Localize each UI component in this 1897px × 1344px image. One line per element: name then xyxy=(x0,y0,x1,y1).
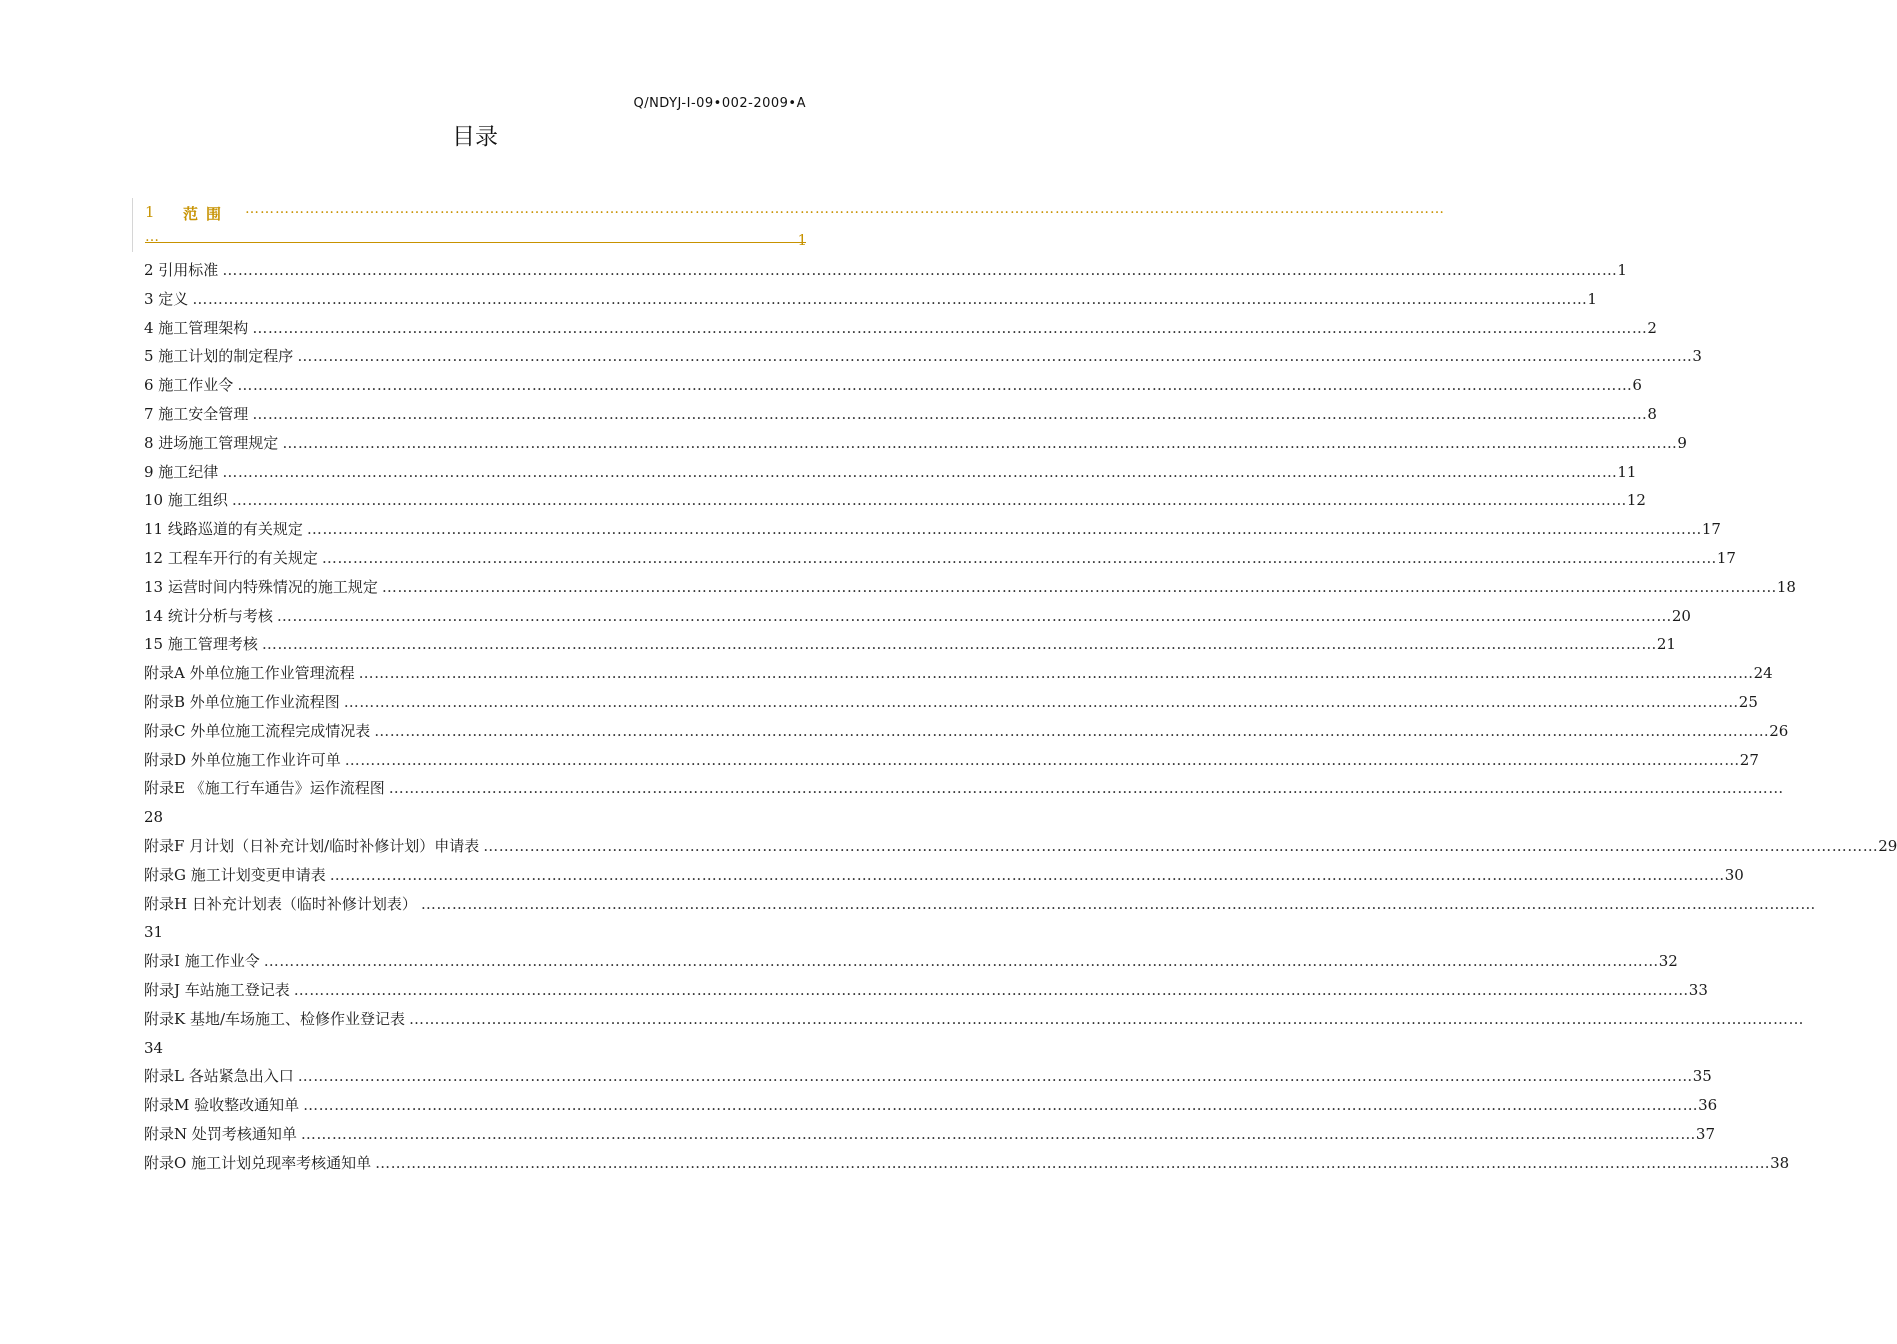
toc-page-number: 12 xyxy=(1626,491,1646,510)
toc-entry[interactable] xyxy=(144,515,1721,544)
toc-entry[interactable] xyxy=(144,544,1736,573)
toc-page-number: 8 xyxy=(1647,404,1657,423)
toc-page-number: 24 xyxy=(1753,664,1773,683)
toc-entry-title: 5 施工计划的制定程序 xyxy=(144,347,294,366)
toc-page-number: 38 xyxy=(1770,1153,1790,1172)
toc-entry[interactable] xyxy=(144,688,1758,717)
table-of-contents xyxy=(144,256,1897,1178)
toc-entry-title: 2 引用标准 xyxy=(144,261,219,279)
toc-entry[interactable] xyxy=(144,1005,1805,1034)
toc-leader-dots: ……………………………………………………………………………………………………………………………………………………………………………………………………………………………………………… xyxy=(231,491,1627,510)
toc-page-number: 33 xyxy=(1688,980,1708,999)
toc-entry-title: 14 统计分析与考核 xyxy=(144,606,273,625)
toc-entry-title: 4 施工管理架构 xyxy=(144,318,249,337)
toc-leader-dots: ……………………………………………………………………………………………………………………………………………………………………………………………………………………………………………… xyxy=(222,462,1618,481)
toc-page-number: 27 xyxy=(1739,750,1759,769)
toc-entry[interactable] xyxy=(144,717,1789,746)
toc-entry-title: 7 施工安全管理 xyxy=(144,404,249,423)
toc-entry[interactable] xyxy=(144,861,1744,890)
toc-leader-dots: ……………………………………………………………………………………………………………………………………………………………………………………………………………………………………………… xyxy=(300,1124,1696,1143)
toc-entry[interactable] xyxy=(144,285,1597,314)
toc-page-number: 32 xyxy=(1658,952,1678,971)
toc-page-number: 17 xyxy=(1701,520,1721,539)
toc-leader-dots: ……………………………………………………………………………………………………………………………………………………………………………………………………………………………………………… xyxy=(252,404,1648,423)
toc-leader-dots: ……………………………………………………………………………………………………………………………………………………………………………………………………………………………………………… xyxy=(252,318,1648,337)
toc-entry-title: 附录J 车站施工登记表 xyxy=(144,980,290,999)
toc-leader-dots: ……………………………………………………………………………………………………………………………………………………………………………………………………………………………………………… xyxy=(303,1096,1699,1115)
toc-page-number: 26 xyxy=(1769,721,1789,740)
toc-entry-title: 附录E 《施工行车通告》运作流程图 xyxy=(144,779,385,798)
toc-page-number: 28 xyxy=(144,808,164,827)
toc-leader-dots: ……………………………………………………………………………………………………………………………………………………………………………………………………………………………………………… xyxy=(381,577,1777,596)
toc-page-number: 21 xyxy=(1656,635,1676,654)
toc-entry-title: 附录F 月计划（日补充计划/临时补修计划）申请表 xyxy=(144,836,480,855)
toc-entry[interactable] xyxy=(144,573,1796,602)
toc-entry-title: 13 运营时间内特殊情况的施工规定 xyxy=(144,577,378,596)
toc-entry-title: 9 施工纪律 xyxy=(144,462,219,481)
toc-entry[interactable] xyxy=(144,458,1637,487)
toc-entry-title: 附录O 施工计划兑现率考核通知单 xyxy=(144,1153,372,1172)
toc-page-number: 3 xyxy=(1692,347,1702,366)
toc-leader-dots: ……………………………………………………………………………………………………………………………………………………………………………………………………………………………………………… xyxy=(409,1009,1805,1028)
toc-leader-dots: ……………………………………………………………………………………………………………………………………………………………………………………………………………………………………………… xyxy=(261,635,1657,654)
page-title: 目录 xyxy=(452,124,498,150)
toc-entry-link[interactable] xyxy=(132,198,1445,252)
toc-page-number: 36 xyxy=(1698,1096,1718,1115)
toc-page-number: 6 xyxy=(1632,376,1642,395)
toc-page-number: 17 xyxy=(1716,548,1736,567)
toc-leader-dots: …………………………………………………………………………………………………………………………………………………………………………………………………………………… xyxy=(245,201,1445,217)
toc-entry-title: 10 施工组织 xyxy=(144,491,228,510)
toc-page-number: 31 xyxy=(144,923,164,942)
link-underline xyxy=(145,242,806,243)
toc-entry-title: 8 进场施工管理规定 xyxy=(144,433,279,452)
toc-entry-title: 附录L 各站紧急出入口 xyxy=(144,1067,294,1086)
toc-entry[interactable] xyxy=(144,659,1773,688)
toc-entry-title: 附录N 处罚考核通知单 xyxy=(144,1124,297,1143)
toc-leader-dots: ……………………………………………………………………………………………………………………………………………………………………………………………………………………………………………… xyxy=(343,692,1739,711)
toc-page-number: 30 xyxy=(1724,865,1744,884)
toc-entry[interactable] xyxy=(144,1091,1718,1120)
toc-page-number: 37 xyxy=(1695,1124,1715,1143)
toc-leader-dots: ……………………………………………………………………………………………………………………………………………………………………………………………………………………………………………… xyxy=(388,779,1784,798)
toc-entry-title: 6 施工作业令 xyxy=(144,376,234,395)
toc-entry-title: 附录M 验收整改通知单 xyxy=(144,1096,300,1115)
toc-entry-title: 附录B 外单位施工作业流程图 xyxy=(144,692,340,711)
toc-entry-title: 15 施工管理考核 xyxy=(144,635,258,654)
toc-entry-title: 附录I 施工作业令 xyxy=(144,952,260,971)
toc-leader-dots: ……………………………………………………………………………………………………………………………………………………………………………………………………………………………………………… xyxy=(192,289,1588,308)
toc-entry[interactable] xyxy=(144,1149,1790,1178)
toc-entry-title: 附录A 外单位施工作业管理流程 xyxy=(144,664,355,683)
toc-leader-dots: ……………………………………………………………………………………………………………………………………………………………………………………………………………………………………………… xyxy=(375,1153,1771,1172)
toc-entry[interactable] xyxy=(144,1120,1715,1149)
toc-entry-number: 1 xyxy=(145,203,155,221)
toc-leader-dots: ……………………………………………………………………………………………………………………………………………………………………………………………………………………………………………… xyxy=(374,721,1770,740)
toc-entry[interactable] xyxy=(144,256,1627,285)
toc-entry[interactable] xyxy=(144,746,1759,775)
toc-entry-title: 附录D 外单位施工作业许可单 xyxy=(144,750,341,769)
toc-leader-dots: ……………………………………………………………………………………………………………………………………………………………………………………………………………………………………………… xyxy=(263,952,1659,971)
toc-leader-dots: ……………………………………………………………………………………………………………………………………………………………………………………………………………………………………………… xyxy=(344,750,1740,769)
toc-entry[interactable] xyxy=(144,630,1676,659)
toc-page-number-line xyxy=(144,918,804,947)
toc-page-number: 9 xyxy=(1677,433,1687,452)
toc-page-number: 34 xyxy=(144,1038,164,1057)
toc-entry-title: 12 工程车开行的有关规定 xyxy=(144,548,318,567)
toc-entry[interactable] xyxy=(144,314,1657,343)
toc-page-number: 18 xyxy=(1776,577,1796,596)
toc-page-number: 35 xyxy=(1692,1067,1712,1086)
toc-entry-title: 11 线路巡道的有关规定 xyxy=(144,520,303,539)
toc-page-number: 25 xyxy=(1738,692,1758,711)
toc-leader-dots: ……………………………………………………………………………………………………………………………………………………………………………………………………………………………………………… xyxy=(329,865,1725,884)
toc-leader-dots: ……………………………………………………………………………………………………………………………………………………………………………………………………………………………………………… xyxy=(483,836,1879,855)
toc-entry[interactable] xyxy=(144,1062,1712,1091)
toc-leader-dots: ……………………………………………………………………………………………………………………………………………………………………………………………………………………………………………… xyxy=(237,376,1633,395)
toc-entry-title: 附录C 外单位施工流程完成情况表 xyxy=(144,721,371,740)
toc-entry[interactable] xyxy=(144,947,1678,976)
toc-leader-dots: ……………………………………………………………………………………………………………………………………………………………………………………………………………………………………………… xyxy=(282,433,1678,452)
toc-entry[interactable] xyxy=(144,832,1897,861)
toc-leader-dots: ……………………………………………………………………………………………………………………………………………………………………………………………………………………………………………… xyxy=(297,1067,1693,1086)
toc-leader-dots: ……………………………………………………………………………………………………………………………………………………………………………………………………………………………………………… xyxy=(297,347,1693,366)
toc-entry[interactable] xyxy=(144,371,1642,400)
toc-page-number: 20 xyxy=(1671,606,1691,625)
toc-leader-dots: ……………………………………………………………………………………………………………………………………………………………………………………………………………………………………………… xyxy=(222,261,1618,279)
toc-entry[interactable] xyxy=(144,774,1784,803)
toc-leader-dots: ……………………………………………………………………………………………………………………………………………………………………………………………………………………………………………… xyxy=(293,980,1689,999)
toc-leader-dots: ……………………………………………………………………………………………………………………………………………………………………………………………………………………………………………… xyxy=(420,894,1816,913)
toc-entry[interactable] xyxy=(144,342,1702,371)
toc-page-number: 1 xyxy=(1617,261,1627,279)
toc-page-number: 1 xyxy=(797,231,807,249)
toc-entry[interactable] xyxy=(144,976,1708,1005)
toc-leader-dots: ……………………………………………………………………………………………………………………………………………………………………………………………………………………………………………… xyxy=(306,520,1702,539)
toc-entry-title: 附录G 施工计划变更申请表 xyxy=(144,865,326,884)
toc-page-number-line xyxy=(144,803,804,832)
toc-leader-dots: ……………………………………………………………………………………………………………………………………………………………………………………………………………………………………………… xyxy=(321,548,1717,567)
toc-page-number-line xyxy=(144,1034,804,1063)
document-code: Q/NDYJ-Ⅰ-09•002-2009•A xyxy=(633,96,806,111)
toc-entry[interactable] xyxy=(144,400,1657,429)
toc-entry-title: 附录K 基地/车场施工、检修作业登记表 xyxy=(144,1009,406,1028)
toc-entry[interactable] xyxy=(144,429,1687,458)
toc-entry-title: 附录H 日补充计划表（临时补修计划表） xyxy=(144,894,417,913)
toc-page-number: 11 xyxy=(1617,462,1637,481)
toc-page-number: 2 xyxy=(1647,318,1657,337)
toc-leader-dots: … xyxy=(145,229,159,245)
toc-entry-title: 3 定义 xyxy=(144,289,189,308)
toc-entry[interactable] xyxy=(144,890,1816,919)
toc-leader-dots: ……………………………………………………………………………………………………………………………………………………………………………………………………………………………………………… xyxy=(276,606,1672,625)
toc-leader-dots: ……………………………………………………………………………………………………………………………………………………………………………………………………………………………………………… xyxy=(358,664,1754,683)
toc-page-number: 29 xyxy=(1878,836,1897,855)
toc-entry[interactable] xyxy=(144,486,1646,515)
toc-entry[interactable] xyxy=(144,602,1691,631)
toc-page-number: 1 xyxy=(1587,289,1597,308)
toc-entry-title: 范围 xyxy=(183,205,230,223)
